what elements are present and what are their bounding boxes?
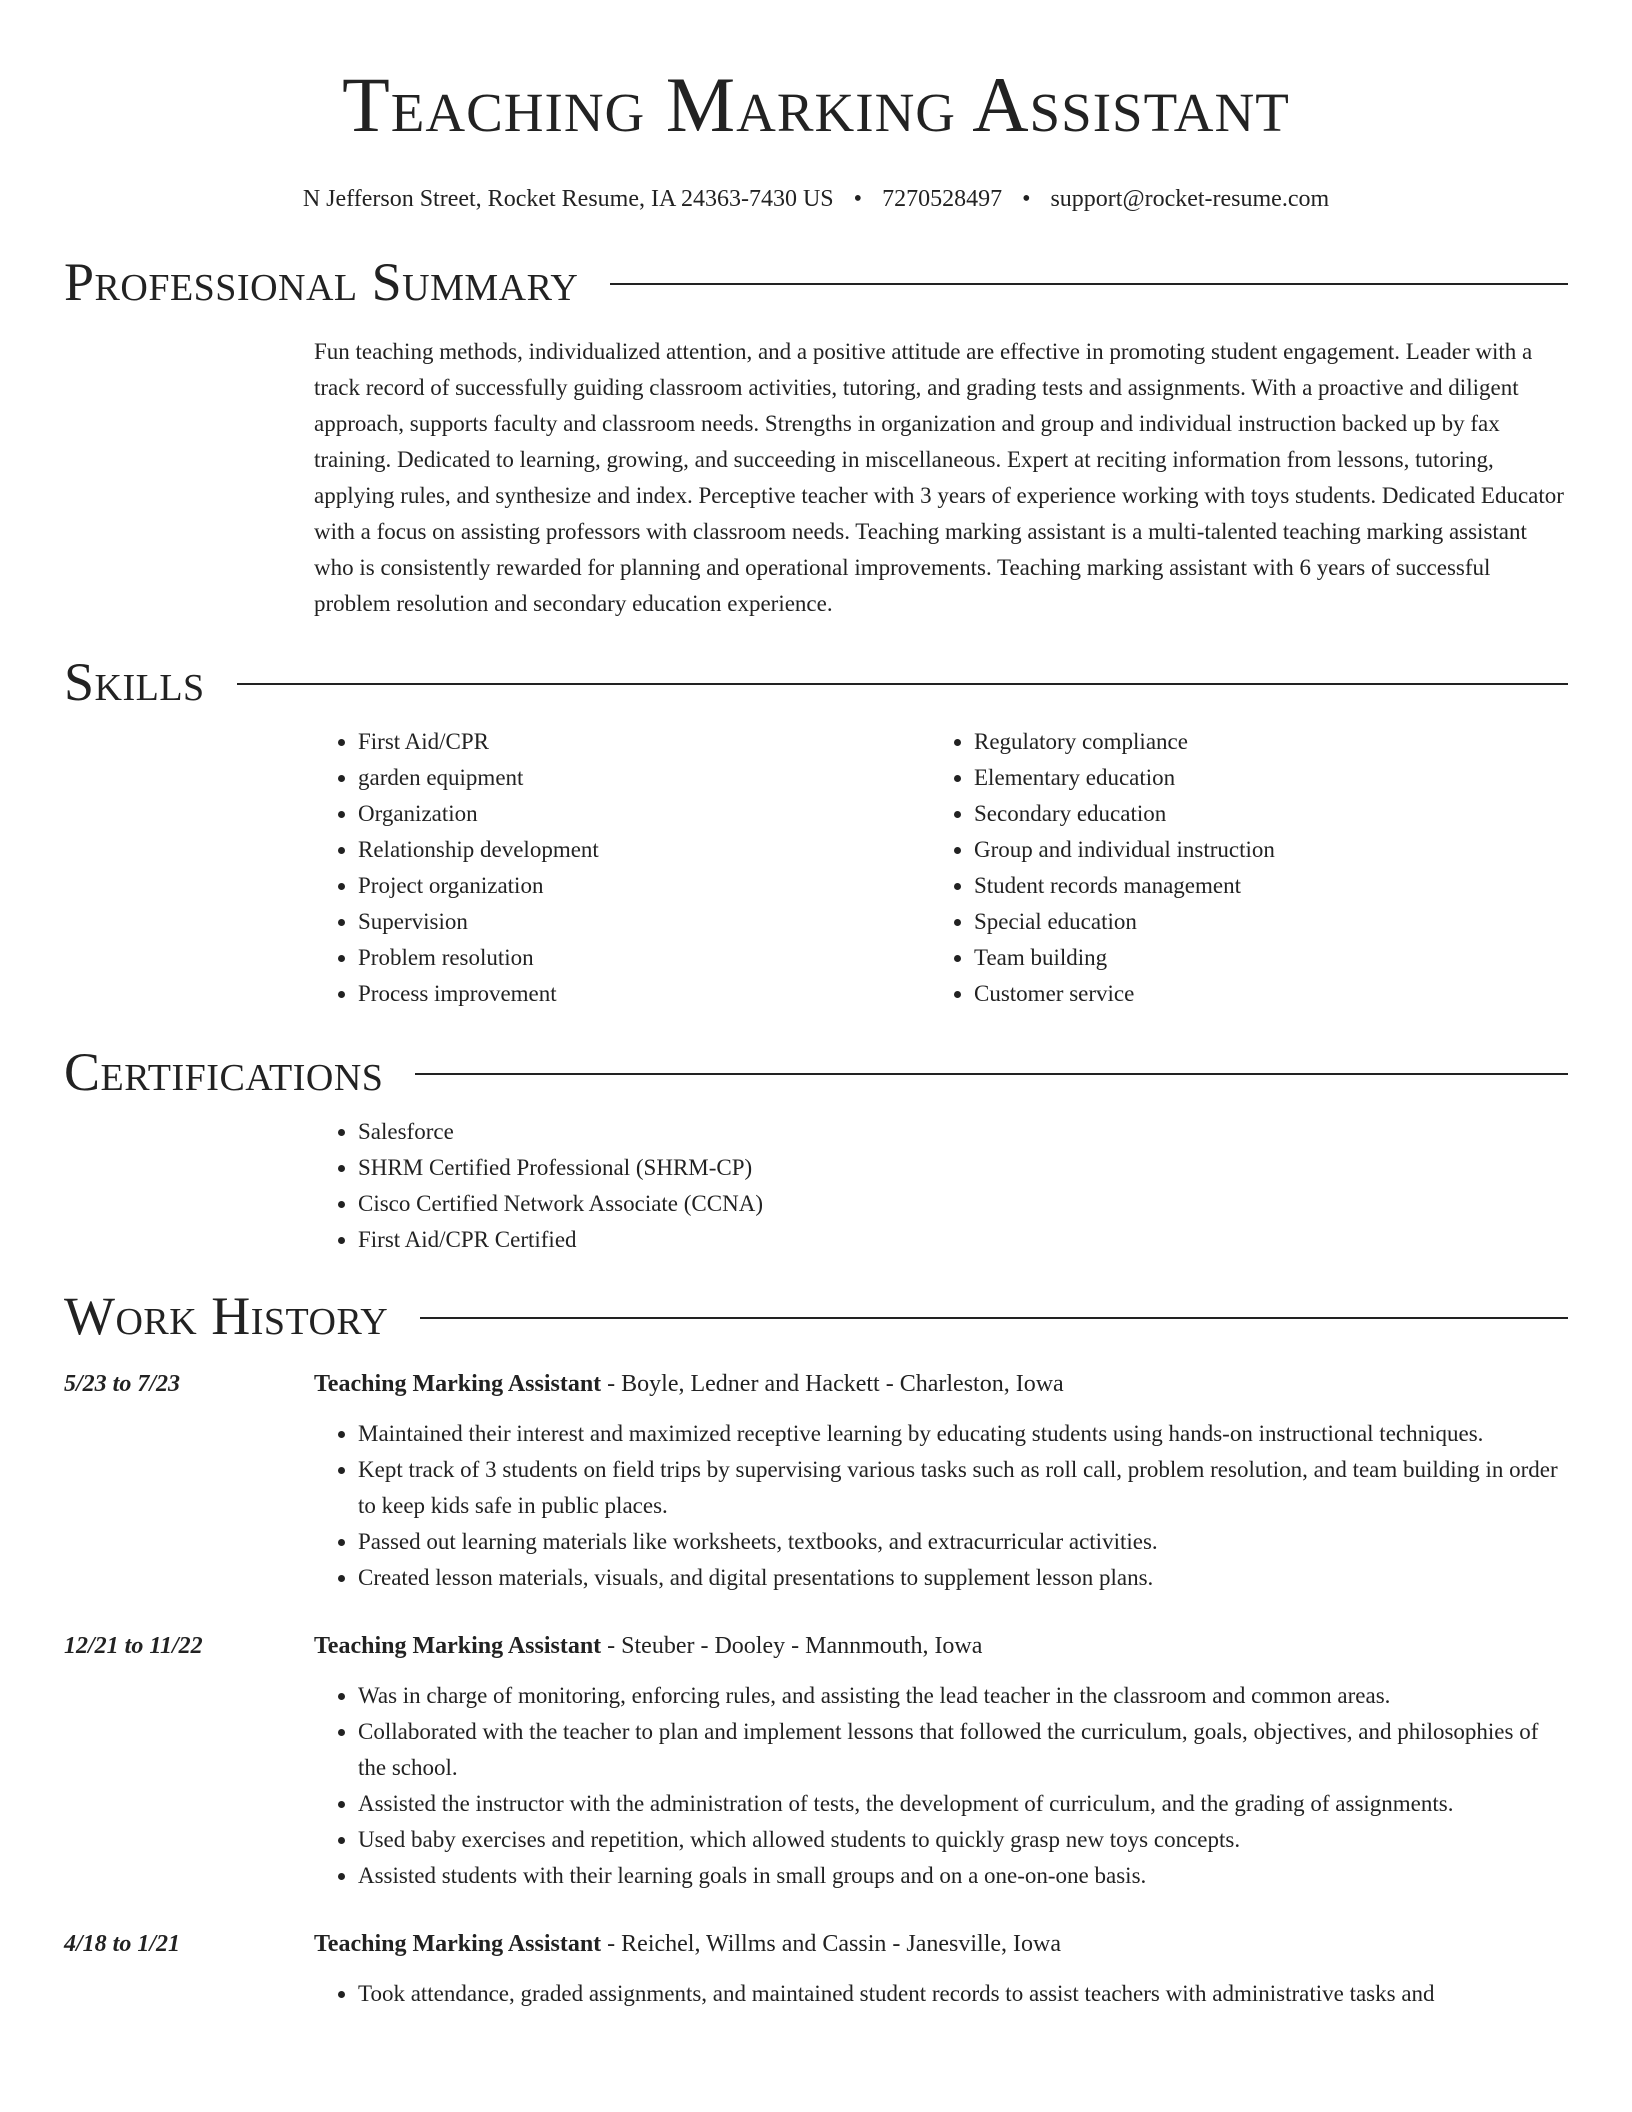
work-history-heading bbox=[64, 1286, 1568, 1346]
job-bullet: • Took attendance, graded assignments, and maintained student records to assist teachers with administrative tasks and bbox=[358, 1976, 1568, 2012]
section-title: Skills bbox=[64, 652, 205, 712]
section-divider bbox=[415, 1073, 1568, 1075]
work-history-section bbox=[64, 1286, 1568, 2012]
job-dates: 5/23 to 7/23 bbox=[64, 1371, 181, 1397]
skills-column-right bbox=[930, 724, 1546, 1012]
job-dates: 4/18 to 1/21 bbox=[64, 1931, 181, 1957]
certification-item: • First Aid/CPR Certified bbox=[358, 1222, 1568, 1258]
skills-column-left bbox=[314, 724, 930, 1012]
skill-item: • Project organization bbox=[358, 868, 930, 904]
certifications-section bbox=[64, 1042, 1568, 1258]
job-bullets bbox=[314, 1976, 1568, 2012]
job-body bbox=[314, 1926, 1568, 2012]
job-bullets bbox=[314, 1678, 1568, 1894]
skill-item: • Problem resolution bbox=[358, 940, 930, 976]
skills-list bbox=[314, 724, 1568, 1012]
skill-item: • Organization bbox=[358, 796, 930, 832]
job-entry bbox=[64, 1926, 1568, 2012]
skill-item: • Regulatory compliance bbox=[974, 724, 1546, 760]
skill-item: • Relationship development bbox=[358, 832, 930, 868]
candidate-name: Teaching Marking Assistant bbox=[342, 61, 1290, 148]
skill-item: • Process improvement bbox=[358, 976, 930, 1012]
job-body bbox=[314, 1366, 1568, 1596]
skill-item: • Team building bbox=[974, 940, 1546, 976]
skill-item: • Group and individual instruction bbox=[974, 832, 1546, 868]
section-title: Work History bbox=[64, 1286, 389, 1346]
job-entry bbox=[64, 1366, 1568, 1596]
contact-email: support@rocket-resume.com bbox=[1050, 186, 1330, 212]
job-entry bbox=[64, 1628, 1568, 1894]
summary-section bbox=[64, 252, 1568, 622]
certification-item: • Cisco Certified Network Associate (CCNA) bbox=[358, 1186, 1568, 1222]
job-bullets bbox=[314, 1416, 1568, 1596]
job-bullet: • Passed out learning materials like worksheets, textbooks, and extracurricular activities. bbox=[358, 1524, 1568, 1560]
certification-item: • Salesforce bbox=[358, 1114, 1568, 1150]
skill-item: • garden equipment bbox=[358, 760, 930, 796]
section-divider bbox=[420, 1317, 1568, 1319]
section-divider bbox=[237, 683, 1568, 685]
job-heading bbox=[314, 1366, 1568, 1402]
job-employer: - Boyle, Ledner and Hackett - Charleston, Iowa bbox=[601, 1371, 1064, 1397]
summary-text: Fun teaching methods, individualized attention, and a positive attitude are effective in promoting student engagement. Leader with a track record of successfully guiding classroom activities, tutoring, and grading tests and assignments. With a proactive and diligent approach, supports faculty and classroom needs. Strengths in organization and group and individual instruction backed up by fax training. Dedicated to learning, growing, and succeeding in miscellaneous. Expert at reciting information from lessons, tutoring, applying rules, and synthesize and index. Perceptive teacher with 3 years of experience working with toys students. Dedicated Educator with a focus on assisting professors with classroom needs. Teaching marking assistant is a multi-talented teaching marking assistant who is consistently rewarded for planning and operational improvements. Teaching marking assistant with 6 years of successful problem resolution and secondary education experience. bbox=[314, 339, 1564, 616]
job-bullet: • Used baby exercises and repetition, which allowed students to quickly grasp new toys concepts. bbox=[358, 1822, 1568, 1858]
skills-section bbox=[64, 652, 1568, 1012]
skills-heading bbox=[64, 652, 1568, 712]
job-bullet: • Assisted the instructor with the administration of tests, the development of curriculum, and the grading of assignments. bbox=[358, 1786, 1568, 1822]
job-heading bbox=[314, 1926, 1568, 1962]
job-bullet: • Created lesson materials, visuals, and digital presentations to supplement lesson plans. bbox=[358, 1560, 1568, 1596]
job-body bbox=[314, 1628, 1568, 1894]
job-heading bbox=[314, 1628, 1568, 1664]
job-bullet: • Assisted students with their learning goals in small groups and on a one-on-one basis. bbox=[358, 1858, 1568, 1894]
job-bullet: • Collaborated with the teacher to plan and implement lessons that followed the curriculum, goals, objectives, and philosophies of the school. bbox=[358, 1714, 1568, 1786]
skill-item: • Elementary education bbox=[974, 760, 1546, 796]
certification-item: • SHRM Certified Professional (SHRM-CP) bbox=[358, 1150, 1568, 1186]
skill-item: • First Aid/CPR bbox=[358, 724, 930, 760]
certifications-heading bbox=[64, 1042, 1568, 1102]
skill-item: • Special education bbox=[974, 904, 1546, 940]
skill-item: • Customer service bbox=[974, 976, 1546, 1012]
contact-phone: 7270528497 bbox=[882, 186, 1003, 212]
job-title: Teaching Marking Assistant bbox=[314, 1633, 602, 1659]
skill-item: • Secondary education bbox=[974, 796, 1546, 832]
job-dates: 12/21 to 11/22 bbox=[64, 1633, 203, 1659]
skill-item: • Supervision bbox=[358, 904, 930, 940]
job-bullet: • Was in charge of monitoring, enforcing rules, and assisting the lead teacher in the classroom and common areas. bbox=[358, 1678, 1568, 1714]
contact-separator: • bbox=[1022, 186, 1031, 212]
summary-heading bbox=[64, 252, 1568, 312]
contact-address: N Jefferson Street, Rocket Resume, IA 24363-7430 US bbox=[302, 186, 834, 212]
job-employer: - Steuber - Dooley - Mannmouth, Iowa bbox=[601, 1633, 983, 1659]
contact-separator: • bbox=[853, 186, 863, 212]
job-title: Teaching Marking Assistant bbox=[314, 1371, 602, 1397]
section-title: Certifications bbox=[64, 1042, 384, 1102]
skill-item: • Student records management bbox=[974, 868, 1546, 904]
job-title: Teaching Marking Assistant bbox=[314, 1931, 602, 1957]
contact-line bbox=[64, 184, 1568, 214]
certifications-list bbox=[314, 1114, 1568, 1258]
section-title: Professional Summary bbox=[64, 252, 579, 312]
job-bullet: • Maintained their interest and maximized receptive learning by educating students using hands-on instructional techniques. bbox=[358, 1416, 1568, 1452]
job-employer: - Reichel, Willms and Cassin - Janesville, Iowa bbox=[601, 1931, 1062, 1957]
section-divider bbox=[610, 283, 1568, 285]
job-bullet: • Kept track of 3 students on field trips by supervising various tasks such as roll call, problem resolution, and team building in order to keep kids safe in public places. bbox=[358, 1452, 1568, 1524]
